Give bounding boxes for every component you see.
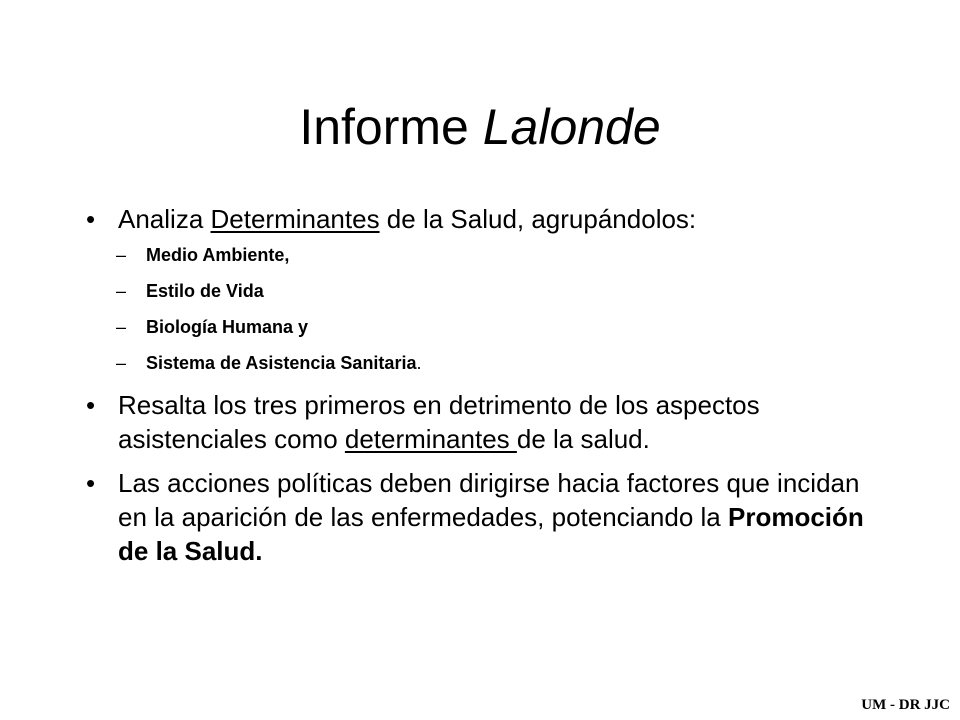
sub-item-text: Estilo de Vida [146, 281, 264, 301]
bullet-text: Analiza [118, 204, 211, 234]
bullet-text: Las acciones políticas deben dirigirse hacia factores que incidan en la aparición de las enfermedades, potenciando la [118, 468, 860, 532]
dash-glyph: – [116, 353, 127, 373]
bullet-dot: • [86, 204, 96, 234]
sub-item-biologia-humana [116, 316, 876, 338]
sub-item-medio-ambiente [116, 244, 876, 266]
dash-glyph: – [116, 317, 127, 337]
dash-glyph: – [116, 281, 127, 301]
sub-item-text: Biología Humana y [146, 317, 309, 337]
sub-list [116, 244, 876, 374]
title-main: Informe [299, 98, 483, 155]
bullet-dot: • [86, 390, 96, 420]
bullet-text: Resalta los tres primeros en detrimento de los aspectos asistenciales como [118, 390, 760, 454]
bullet-text: de la Salud, agrupándolos: [379, 204, 697, 234]
bullet-underlined-text: Determinantes [210, 204, 380, 234]
footer-credit: UM - DR JJC [861, 697, 950, 713]
sub-item-text: Sistema de Asistencia Sanitaria [146, 353, 417, 373]
bullet-underlined-text: determinantes [344, 424, 517, 454]
bullet-item-resalta [86, 388, 876, 456]
bullet-bold-text: Promoción de la Salud. [118, 502, 864, 566]
sub-item-sistema-asistencia [116, 352, 876, 374]
slide-title [0, 98, 960, 156]
sub-item-suffix: . [416, 353, 422, 373]
title-italic: Lalonde [482, 98, 661, 155]
sub-item-estilo-de-vida [116, 280, 876, 302]
bullet-item-determinantes [86, 202, 876, 236]
bullet-item-acciones [86, 466, 876, 568]
bullet-dot: • [86, 468, 96, 498]
bullet-text: de la salud. [516, 424, 650, 454]
dash-glyph: – [116, 245, 127, 265]
spacer [86, 456, 876, 466]
sub-item-text: Medio Ambiente, [146, 245, 290, 265]
bullet-list [86, 202, 876, 568]
